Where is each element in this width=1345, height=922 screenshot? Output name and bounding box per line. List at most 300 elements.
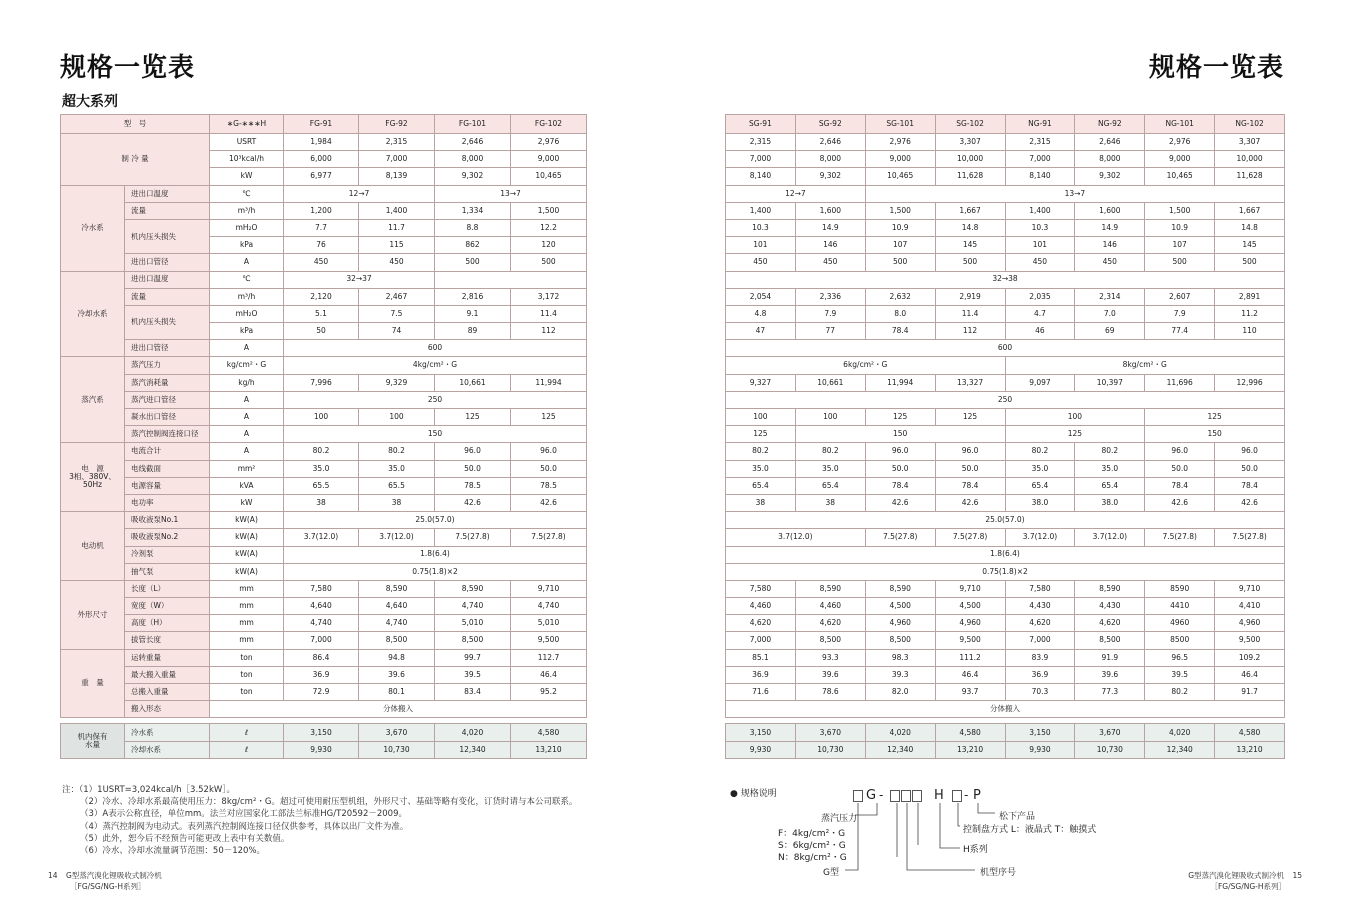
unit-cell: ℃ — [210, 185, 284, 202]
value-cell: 95.2 — [511, 684, 587, 701]
unit-cell: kPa — [210, 237, 284, 254]
value-cell: 9,930 — [284, 741, 359, 759]
value-cell: 9,302 — [435, 168, 511, 185]
value-cell: 100 — [359, 409, 435, 426]
value-cell: 99.7 — [435, 649, 511, 666]
value-cell: 12,340 — [865, 741, 935, 759]
value-cell: 7,000 — [359, 151, 435, 168]
value-cell: 4,620 — [795, 615, 865, 632]
unit-cell: A — [210, 409, 284, 426]
value-cell: 96.0 — [865, 443, 935, 460]
value-cell: 39.5 — [435, 666, 511, 683]
value-cell: 120 — [511, 237, 587, 254]
value-cell: 83.4 — [435, 684, 511, 701]
row-label: 机内压头损失 — [125, 305, 210, 339]
value-cell: 9,097 — [1005, 374, 1075, 391]
value-cell: 5,010 — [435, 615, 511, 632]
value-cell: 10,000 — [1215, 151, 1285, 168]
value-cell: 7.5(27.8) — [1215, 529, 1285, 546]
value-cell: 78.5 — [435, 477, 511, 494]
value-cell: 12,340 — [435, 741, 511, 759]
value-cell: 8500 — [1145, 632, 1215, 649]
value-cell: 2,976 — [865, 134, 935, 151]
value-cell: 7.5(27.8) — [865, 529, 935, 546]
value-cell: 7.5(27.8) — [435, 529, 511, 546]
value-cell: 9,302 — [1075, 168, 1145, 185]
row-label: 高度（H） — [125, 615, 210, 632]
value-cell: 65.4 — [795, 477, 865, 494]
row-label: 运转重量 — [125, 649, 210, 666]
value-cell: 50.0 — [865, 460, 935, 477]
value-cell: 12,340 — [1145, 741, 1215, 759]
value-cell: 50.0 — [1145, 460, 1215, 477]
value-cell: 2,646 — [1075, 134, 1145, 151]
value-cell: 83.9 — [1005, 649, 1075, 666]
value-cell: 10,465 — [511, 168, 587, 185]
value-cell: 107 — [1145, 237, 1215, 254]
row-label: 电功率 — [125, 494, 210, 511]
value-cell: 7.5(27.8) — [1145, 529, 1215, 546]
note-line: （4）蒸汽控制阀为电动式。表列蒸汽控制阀连接口径仅供参考，具体以出厂文件为准。 — [80, 821, 409, 832]
value-cell: 46.4 — [511, 666, 587, 683]
value-cell: 4,740 — [359, 615, 435, 632]
value-cell: 93.7 — [935, 684, 1005, 701]
value-cell: 4,020 — [1145, 724, 1215, 742]
value-cell: 46.4 — [935, 666, 1005, 683]
value-cell: 8,590 — [865, 580, 935, 597]
value-cell: 13,210 — [511, 741, 587, 759]
value-cell: 4.7 — [1005, 305, 1075, 322]
value-cell: 109.2 — [1215, 649, 1285, 666]
value-cell: 8,000 — [1075, 151, 1145, 168]
value-cell: 3.7(12.0) — [1075, 529, 1145, 546]
value-cell: 4,580 — [511, 724, 587, 742]
pressure-n: N：8kg/cm²・G — [778, 853, 847, 863]
value-cell: 4960 — [1145, 615, 1215, 632]
value-cell: 0.75(1.8)×2 — [726, 563, 1285, 580]
value-cell: 3,670 — [795, 724, 865, 742]
value-cell: 38.0 — [1005, 494, 1075, 511]
value-cell: 11.4 — [511, 305, 587, 322]
value-cell: 10.3 — [726, 219, 796, 236]
value-cell: 78.4 — [1215, 477, 1285, 494]
value-cell: 6,000 — [284, 151, 359, 168]
unit-cell: ℃ — [210, 271, 284, 288]
code-g: G — [866, 788, 877, 803]
value-cell: 76 — [284, 237, 359, 254]
value-cell: 分体搬入 — [210, 701, 587, 718]
value-cell: 3,150 — [726, 724, 796, 742]
code-p: P — [973, 788, 981, 803]
value-cell: 2,632 — [865, 288, 935, 305]
right-spec-table — [725, 114, 1285, 759]
value-cell: 8.8 — [435, 219, 511, 236]
value-cell: 9,710 — [935, 580, 1005, 597]
value-cell: 69 — [1075, 323, 1145, 340]
value-cell: 7,000 — [726, 151, 796, 168]
unit-cell: ℓ — [210, 724, 284, 742]
row-label: 拔管长度 — [125, 632, 210, 649]
value-cell: 1.8(6.4) — [726, 546, 1285, 563]
value-cell: 4,740 — [284, 615, 359, 632]
value-cell: 3,670 — [1075, 724, 1145, 742]
value-cell: 7,000 — [1005, 632, 1075, 649]
value-cell: 35.0 — [795, 460, 865, 477]
value-cell: 4,430 — [1005, 598, 1075, 615]
value-cell: 1,500 — [511, 202, 587, 219]
header-cell: SG-92 — [795, 115, 865, 134]
value-cell: 3,150 — [284, 724, 359, 742]
value-cell: 150 — [1145, 426, 1285, 443]
unit-cell: kW — [210, 168, 284, 185]
row-label: 宽度（W） — [125, 598, 210, 615]
unit-cell: mm — [210, 598, 284, 615]
row-label: 流量 — [125, 288, 210, 305]
value-cell: 4,460 — [795, 598, 865, 615]
code-h: H — [934, 788, 944, 803]
value-cell: 分体搬入 — [726, 701, 1285, 718]
value-cell: 42.6 — [511, 494, 587, 511]
value-cell: 42.6 — [1215, 494, 1285, 511]
value-cell: 10,661 — [795, 374, 865, 391]
value-cell: 8.0 — [865, 305, 935, 322]
group-label: 电 源 3相、380V、 50Hz — [61, 443, 125, 512]
value-cell: 74 — [359, 323, 435, 340]
value-cell: 7,000 — [1005, 151, 1075, 168]
value-cell: 46 — [1005, 323, 1075, 340]
value-cell: 4,740 — [435, 598, 511, 615]
value-cell: 100 — [1005, 409, 1145, 426]
code-box — [853, 790, 863, 802]
value-cell: 1,600 — [1075, 202, 1145, 219]
header-cell: NG-92 — [1075, 115, 1145, 134]
value-cell: 50 — [284, 323, 359, 340]
unit-cell: A — [210, 254, 284, 271]
value-cell: 39.3 — [865, 666, 935, 683]
value-cell: 250 — [284, 391, 587, 408]
value-cell: 96.0 — [435, 443, 511, 460]
value-cell: 111.2 — [935, 649, 1005, 666]
value-cell: 14.9 — [1075, 219, 1145, 236]
value-cell: 35.0 — [359, 460, 435, 477]
value-cell: 93.3 — [795, 649, 865, 666]
unit-cell: kg/h — [210, 374, 284, 391]
value-cell: 96.5 — [1145, 649, 1215, 666]
value-cell: 78.4 — [935, 477, 1005, 494]
value-cell: 110 — [1215, 323, 1285, 340]
model-note-title: ● 规格说明 — [730, 789, 777, 799]
group-label: 冷却水系 — [61, 271, 125, 357]
value-cell: 2,054 — [726, 288, 796, 305]
value-cell: 100 — [726, 409, 796, 426]
code-box — [890, 790, 900, 802]
value-cell: 32→38 — [726, 271, 1285, 288]
value-cell: 8,500 — [435, 632, 511, 649]
footer-right — [1188, 870, 1302, 892]
page-number-right: 15 — [1292, 871, 1302, 880]
value-cell: 2,919 — [935, 288, 1005, 305]
value-cell: 500 — [1215, 254, 1285, 271]
value-cell: 80.2 — [1145, 684, 1215, 701]
value-cell: 3,670 — [359, 724, 435, 742]
value-cell: 3,172 — [511, 288, 587, 305]
value-cell: 78.4 — [865, 323, 935, 340]
value-cell: 9,710 — [1215, 580, 1285, 597]
value-cell: 146 — [1075, 237, 1145, 254]
value-cell: 7.9 — [795, 305, 865, 322]
value-cell: 13→7 — [865, 185, 1284, 202]
pressure-f: F：4kg/cm²・G — [778, 829, 846, 839]
value-cell: 11,696 — [1145, 374, 1215, 391]
header-cell: SG-91 — [726, 115, 796, 134]
value-cell: 9,930 — [726, 741, 796, 759]
value-cell: 4,580 — [935, 724, 1005, 742]
value-cell: 11.7 — [359, 219, 435, 236]
value-cell: 1,400 — [726, 202, 796, 219]
value-cell: 2,467 — [359, 288, 435, 305]
value-cell: 11,628 — [1215, 168, 1285, 185]
value-cell: 5,010 — [511, 615, 587, 632]
group-label: 蒸汽系 — [61, 357, 125, 443]
page-number-left: 14 — [48, 871, 58, 880]
code-dash: - — [879, 788, 884, 802]
footer-left-line2: ［FG/SG/NG-H系列］ — [70, 882, 146, 891]
note-line: （5）此外，恕今后不经预告可能更改上表中有关数值。 — [80, 833, 290, 844]
value-cell: 12→7 — [726, 185, 866, 202]
value-cell: 3.7(12.0) — [1005, 529, 1075, 546]
unit-cell: ton — [210, 684, 284, 701]
row-label: 进出口管径 — [125, 340, 210, 357]
value-cell: 39.6 — [359, 666, 435, 683]
value-cell: 12.2 — [511, 219, 587, 236]
value-cell: 150 — [795, 426, 1005, 443]
value-cell: 11,628 — [935, 168, 1005, 185]
row-label: 冷剂泵 — [125, 546, 210, 563]
value-cell: 3.7(12.0) — [359, 529, 435, 546]
value-cell: 35.0 — [1075, 460, 1145, 477]
value-cell: 1,500 — [865, 202, 935, 219]
value-cell: 38 — [284, 494, 359, 511]
value-cell: 10,730 — [795, 741, 865, 759]
code-dash: - — [964, 788, 969, 802]
value-cell: 13→7 — [435, 185, 587, 202]
note-line: 注：（1）1USRT=3,024kcal/h［3.52kW］。 — [62, 785, 236, 795]
unit-cell: kW — [210, 494, 284, 511]
value-cell: 8,500 — [359, 632, 435, 649]
value-cell: 4,020 — [865, 724, 935, 742]
value-cell: 78.4 — [865, 477, 935, 494]
value-cell: 11.2 — [1215, 305, 1285, 322]
value-cell: 2,607 — [1145, 288, 1215, 305]
value-cell: 4kg/cm²・G — [284, 357, 587, 374]
value-cell: 9.1 — [435, 305, 511, 322]
unit-cell: kg/cm²・G — [210, 357, 284, 374]
value-cell: 11,994 — [865, 374, 935, 391]
row-label: 电源容量 — [125, 477, 210, 494]
value-cell: 96.0 — [1145, 443, 1215, 460]
value-cell: 80.2 — [1075, 443, 1145, 460]
unit-cell: mm² — [210, 460, 284, 477]
value-cell: 25.0(57.0) — [726, 512, 1285, 529]
value-cell: 107 — [865, 237, 935, 254]
header-cell: NG-102 — [1215, 115, 1285, 134]
value-cell: 1,334 — [435, 202, 511, 219]
value-cell: 8kg/cm²・G — [1005, 357, 1285, 374]
value-cell: 4410 — [1145, 598, 1215, 615]
unit-cell: m³/h — [210, 202, 284, 219]
value-cell: 7,000 — [284, 632, 359, 649]
value-cell: 5.1 — [284, 305, 359, 322]
value-cell: 9,329 — [359, 374, 435, 391]
value-cell: 80.2 — [284, 443, 359, 460]
header-cell: FG-92 — [359, 115, 435, 134]
value-cell: 12→7 — [284, 185, 435, 202]
value-cell: 4,500 — [935, 598, 1005, 615]
unit-cell: 10³kcal/h — [210, 151, 284, 168]
unit-cell: kVA — [210, 477, 284, 494]
value-cell: 4,960 — [935, 615, 1005, 632]
left-page-title: 规格一览表 — [60, 53, 196, 83]
value-cell: 8,590 — [359, 580, 435, 597]
value-cell: 65.4 — [1005, 477, 1075, 494]
unit-cell: kPa — [210, 323, 284, 340]
value-cell: 101 — [1005, 237, 1075, 254]
value-cell: 125 — [726, 426, 796, 443]
value-cell: 125 — [935, 409, 1005, 426]
notes — [62, 784, 577, 857]
value-cell: 450 — [1075, 254, 1145, 271]
value-cell: 80.1 — [359, 684, 435, 701]
right-page-title: 规格一览表 — [1148, 53, 1284, 83]
value-cell: 9,930 — [1005, 741, 1075, 759]
footer-left-line1: G型蒸汽溴化锂吸收式制冷机 — [65, 871, 162, 880]
row-label: 进出口管径 — [125, 254, 210, 271]
value-cell: 3.7(12.0) — [284, 529, 359, 546]
value-cell: 2,646 — [795, 134, 865, 151]
value-cell: 14.8 — [935, 219, 1005, 236]
value-cell: 6kg/cm²・G — [726, 357, 1006, 374]
left-spec-table — [60, 114, 587, 759]
value-cell: 450 — [795, 254, 865, 271]
value-cell: 42.6 — [935, 494, 1005, 511]
value-cell: 10,661 — [435, 374, 511, 391]
value-cell: 35.0 — [1005, 460, 1075, 477]
value-cell: 77 — [795, 323, 865, 340]
value-cell: 125 — [865, 409, 935, 426]
value-cell: 80.2 — [359, 443, 435, 460]
value-cell: 500 — [435, 254, 511, 271]
value-cell: 7,580 — [284, 580, 359, 597]
value-cell: 1,500 — [1145, 202, 1215, 219]
value-cell: 4,620 — [1005, 615, 1075, 632]
value-cell: 125 — [511, 409, 587, 426]
code-box — [901, 790, 911, 802]
value-cell: 46.4 — [1215, 666, 1285, 683]
value-cell: 9,710 — [511, 580, 587, 597]
value-cell: 2,816 — [435, 288, 511, 305]
value-cell: 3,307 — [935, 134, 1005, 151]
value-cell: 112 — [511, 323, 587, 340]
h-series-label: H系列 — [963, 845, 988, 855]
panel-label: 控制盘方式 L：液晶式 T：触摸式 — [963, 825, 1097, 835]
value-cell: 77.4 — [1145, 323, 1215, 340]
unit-cell: mm — [210, 615, 284, 632]
value-cell: 39.5 — [1145, 666, 1215, 683]
value-cell: 14.9 — [795, 219, 865, 236]
value-cell: 4,460 — [726, 598, 796, 615]
value-cell: 42.6 — [1145, 494, 1215, 511]
unit-cell: mm — [210, 632, 284, 649]
value-cell: 32→37 — [284, 271, 435, 288]
row-label: 流量 — [125, 202, 210, 219]
value-cell: 7.0 — [1075, 305, 1145, 322]
value-cell: 125 — [1005, 426, 1145, 443]
value-cell: 600 — [726, 340, 1285, 357]
value-cell: 1,667 — [935, 202, 1005, 219]
value-cell: 36.9 — [726, 666, 796, 683]
group-label: 机内保有 水量 — [61, 724, 125, 759]
value-cell: 6,977 — [284, 168, 359, 185]
value-cell: 50.0 — [435, 460, 511, 477]
value-cell: 112.7 — [511, 649, 587, 666]
value-cell: 7.9 — [1145, 305, 1215, 322]
value-cell: 1,667 — [1215, 202, 1285, 219]
value-cell: 38.0 — [1075, 494, 1145, 511]
row-label: 长度（L） — [125, 580, 210, 597]
value-cell: 2,035 — [1005, 288, 1075, 305]
group-label: 冷水系 — [61, 185, 125, 271]
value-cell: 2,315 — [726, 134, 796, 151]
value-cell: 4,620 — [726, 615, 796, 632]
value-cell: 100 — [795, 409, 865, 426]
value-cell: 35.0 — [726, 460, 796, 477]
value-cell: 2,646 — [435, 134, 511, 151]
value-cell: 2,976 — [1145, 134, 1215, 151]
value-cell: 500 — [1145, 254, 1215, 271]
value-cell: 4,500 — [865, 598, 935, 615]
group-label: 重 量 — [61, 649, 125, 718]
value-cell: 78.4 — [1145, 477, 1215, 494]
unit-cell: kW(A) — [210, 563, 284, 580]
value-cell: 42.6 — [865, 494, 935, 511]
header-cell: SG-101 — [865, 115, 935, 134]
value-cell: 50.0 — [511, 460, 587, 477]
row-label: 凝水出口管径 — [125, 409, 210, 426]
value-cell: 10,465 — [865, 168, 935, 185]
value-cell: 2,314 — [1075, 288, 1145, 305]
value-cell: 1,200 — [284, 202, 359, 219]
value-cell: 1,984 — [284, 134, 359, 151]
value-cell: 125 — [435, 409, 511, 426]
value-cell: 9,000 — [865, 151, 935, 168]
value-cell: 10,000 — [935, 151, 1005, 168]
row-label: 冷水系 — [125, 724, 210, 742]
value-cell: 150 — [284, 426, 587, 443]
value-cell: 47 — [726, 323, 796, 340]
value-cell: 35.0 — [284, 460, 359, 477]
value-cell: 450 — [284, 254, 359, 271]
value-cell: 125 — [1145, 409, 1285, 426]
value-cell: 96.0 — [511, 443, 587, 460]
row-label: 总搬入重量 — [125, 684, 210, 701]
header-cell: FG-101 — [435, 115, 511, 134]
value-cell: 9,302 — [795, 168, 865, 185]
note-line: （3）A表示公称直径，单位mm。法兰对应国家化工部法兰标准HG/T20592－2009。 — [80, 809, 407, 820]
value-cell: 8,140 — [1005, 168, 1075, 185]
value-cell: 77.3 — [1075, 684, 1145, 701]
footer-right-line2: ［FG/SG/NG-H系列］ — [1210, 882, 1286, 891]
value-cell — [435, 271, 587, 288]
